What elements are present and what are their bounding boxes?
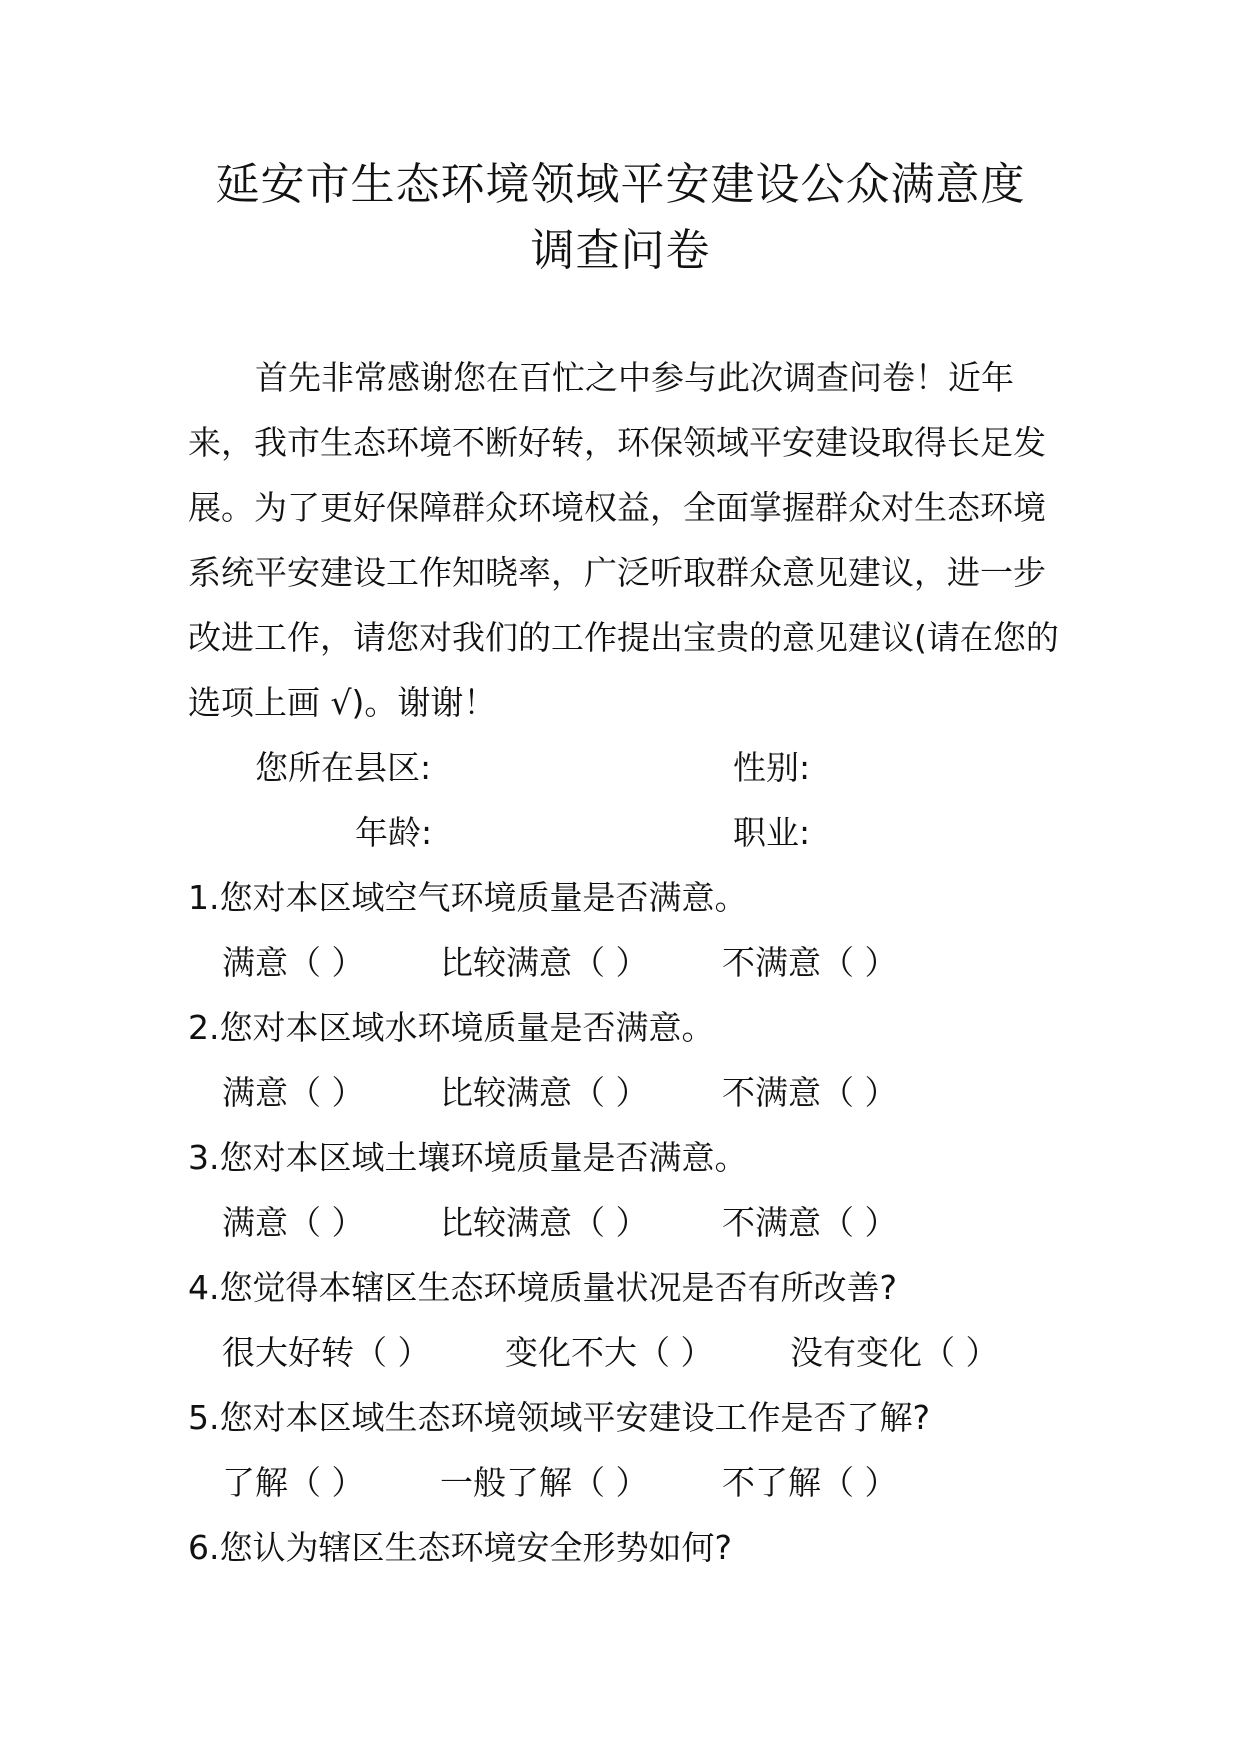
question-4: 4.您觉得本辖区生态环境质量状况是否有所改善? <box>188 1268 898 1307</box>
q2-option-satisfied[interactable]: 满意（ ） <box>222 1073 365 1112</box>
q3-option-fairly-satisfied[interactable]: 比较满意（ ） <box>440 1203 649 1242</box>
q5-option-somewhat-understand[interactable]: 一般了解（ ） <box>440 1463 649 1502</box>
occupation-label: 职业: <box>733 813 811 852</box>
q1-option-fairly-satisfied[interactable]: 比较满意（ ） <box>440 943 649 982</box>
q4-option-much-improved[interactable]: 很大好转（ ） <box>222 1333 431 1372</box>
age-label: 年龄: <box>355 813 433 852</box>
intro-line-4: 系统平安建设工作知晓率，广泛听取群众意见建议，进一步 <box>188 553 1046 592</box>
gender-label: 性别: <box>733 748 811 787</box>
intro-line-2: 来，我市生态环境不断好转，环保领域平安建设取得长足发 <box>188 423 1046 462</box>
q4-option-no-change[interactable]: 没有变化（ ） <box>790 1333 999 1372</box>
intro-line-3: 展。为了更好保障群众环境权益，全面掌握群众对生态环境 <box>188 488 1046 527</box>
question-6: 6.您认为辖区生态环境安全形势如何? <box>188 1528 733 1567</box>
intro-line-6: 选项上画 √)。谢谢！ <box>188 683 497 722</box>
q5-option-understand[interactable]: 了解（ ） <box>222 1463 365 1502</box>
question-2: 2.您对本区域水环境质量是否满意。 <box>188 1008 715 1047</box>
county-label: 您所在县区: <box>255 748 432 787</box>
intro-line-5: 改进工作，请您对我们的工作提出宝贵的意见建议(请在您的 <box>188 618 1059 657</box>
question-1: 1.您对本区域空气环境质量是否满意。 <box>188 878 748 917</box>
q2-option-dissatisfied[interactable]: 不满意（ ） <box>722 1073 898 1112</box>
document-title-line-1: 延安市生态环境领域平安建设公众满意度 <box>215 159 1026 210</box>
intro-line-1: 首先非常感谢您在百忙之中参与此次调查问卷！近年 <box>255 358 1014 397</box>
q4-option-little-change[interactable]: 变化不大（ ） <box>505 1333 714 1372</box>
question-3: 3.您对本区域土壤环境质量是否满意。 <box>188 1138 748 1177</box>
q1-option-satisfied[interactable]: 满意（ ） <box>222 943 365 982</box>
q5-option-not-understand[interactable]: 不了解（ ） <box>722 1463 898 1502</box>
q2-option-fairly-satisfied[interactable]: 比较满意（ ） <box>440 1073 649 1112</box>
question-5: 5.您对本区域生态环境领域平安建设工作是否了解? <box>188 1398 931 1437</box>
q3-option-dissatisfied[interactable]: 不满意（ ） <box>722 1203 898 1242</box>
q3-option-satisfied[interactable]: 满意（ ） <box>222 1203 365 1242</box>
document-title-line-2: 调查问卷 <box>530 225 711 276</box>
q1-option-dissatisfied[interactable]: 不满意（ ） <box>722 943 898 982</box>
